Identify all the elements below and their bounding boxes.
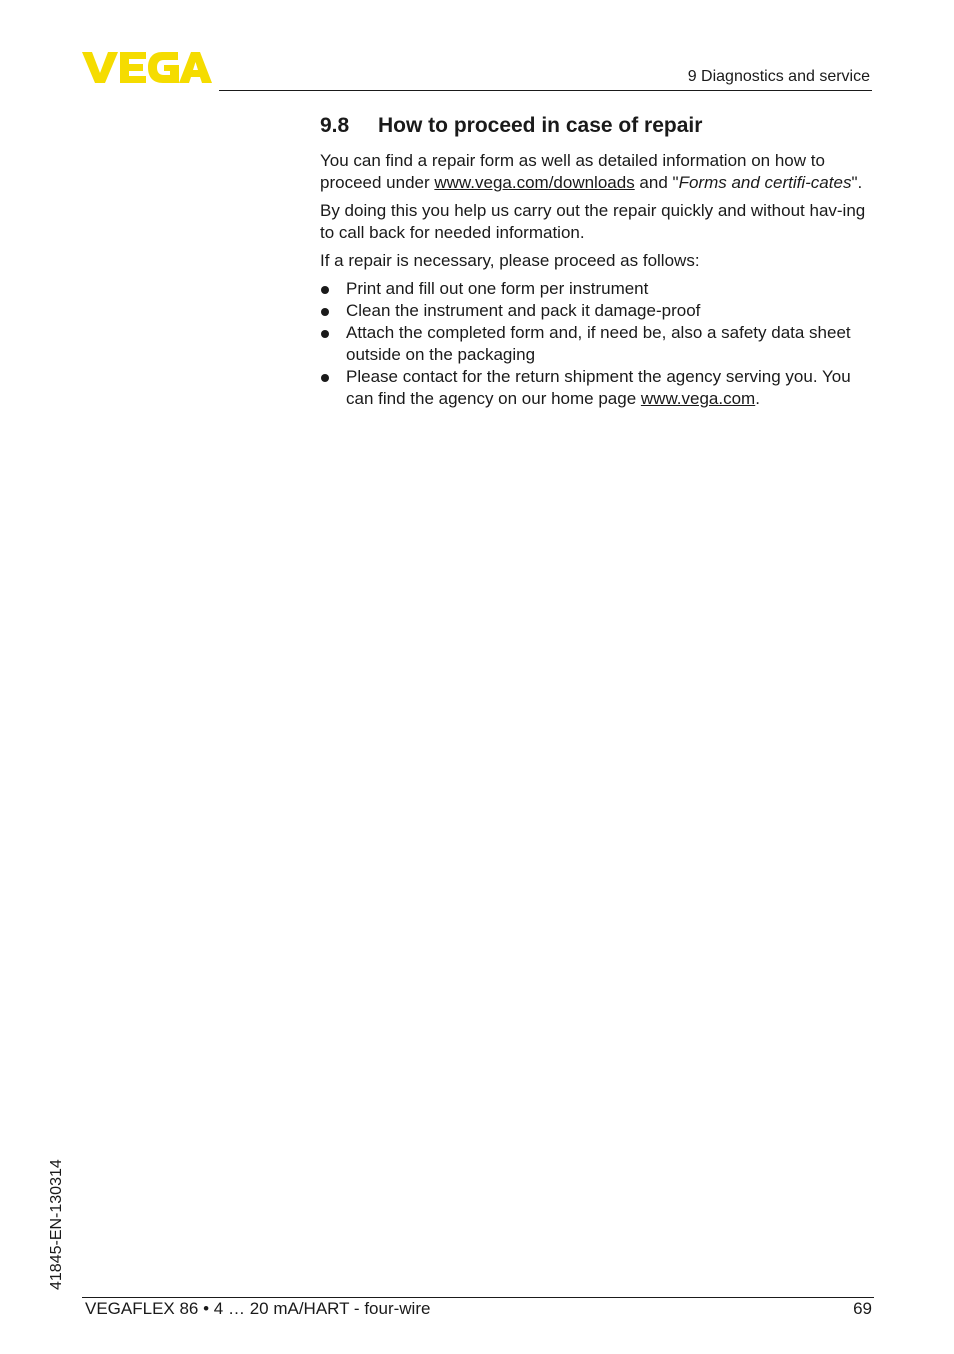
page-number: 69: [853, 1299, 872, 1318]
vega-logo: [82, 52, 212, 83]
paragraph-proceed-intro: If a repair is necessary, please proceed as follows:: [320, 251, 700, 270]
footer-divider: [82, 1297, 874, 1298]
list-item-text: Print and fill out one form per instrument: [346, 279, 649, 298]
bullet-icon: [321, 374, 329, 382]
list-item-text: .: [755, 389, 760, 408]
paragraph-repair-quickly: By doing this you help us carry out the repair quickly and without hav-ing to call back for needed information.: [320, 201, 866, 242]
paragraph-text: ".: [851, 173, 863, 192]
bullet-icon: [321, 330, 329, 338]
section-number: 9.8: [320, 114, 350, 137]
repair-steps-list: [320, 278, 876, 410]
footer-product: VEGAFLEX 86 • 4 … 20 mA/HART - four-wire: [85, 1299, 431, 1318]
list-item-text: Please contact for the return shipment the agency serving you. You can find the agency on our home page: [346, 367, 851, 408]
bullet-icon: [321, 308, 329, 316]
forms-certificates-italic: Forms and certifi-cates: [678, 173, 852, 192]
header-section-title: 9 Diagnostics and service: [687, 68, 870, 85]
downloads-link[interactable]: www.vega.com/downloads: [434, 173, 635, 192]
vega-home-link[interactable]: www.vega.com: [640, 389, 756, 408]
list-item: [320, 300, 876, 322]
list-item-text: Attach the completed form and, if need be, also a safety data sheet outside on the packaging: [346, 323, 851, 364]
list-item: [320, 322, 876, 366]
paragraph-text: and ": [634, 173, 679, 192]
main-content: [320, 110, 876, 410]
header-divider: [219, 90, 872, 91]
list-item: [320, 366, 876, 410]
section-heading: [320, 110, 876, 142]
section-title: How to proceed in case of repair: [378, 114, 703, 137]
paragraph-text: You can find a repair form as well as detailed information on how to proceed under: [320, 151, 825, 192]
bullet-icon: [321, 286, 329, 294]
list-item: [320, 278, 876, 300]
document-id: 41845-EN-130314: [48, 1159, 65, 1290]
paragraph-repair-form: [320, 150, 876, 194]
list-item-text: Clean the instrument and pack it damage-proof: [346, 301, 701, 320]
